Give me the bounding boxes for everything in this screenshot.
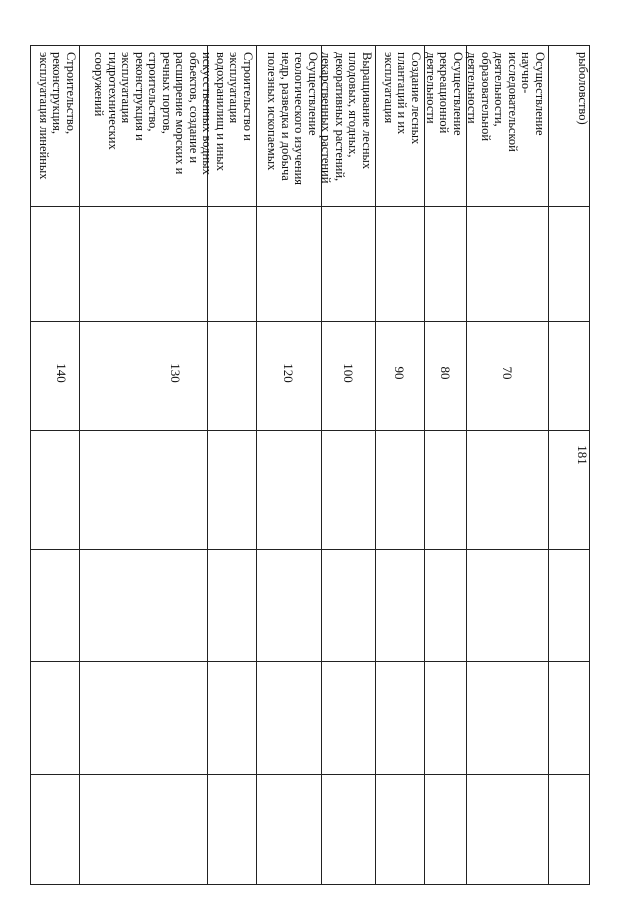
activity-name: Осуществление научно- исследовательской деятельности, образовательной деятельности bbox=[465, 52, 547, 152]
column-divider bbox=[31, 430, 589, 431]
activity-name: рыболовство) bbox=[576, 52, 590, 125]
rate-value: 130 bbox=[168, 363, 183, 383]
activity-name: Осуществление рекреационной деятельности bbox=[424, 52, 465, 136]
column-divider bbox=[31, 774, 589, 775]
column-divider bbox=[31, 321, 589, 322]
rate-value: 100 bbox=[341, 363, 356, 383]
rate-value: 140 bbox=[54, 363, 69, 383]
column-divider bbox=[31, 661, 589, 662]
column-divider bbox=[31, 549, 589, 550]
row-divider bbox=[79, 46, 80, 884]
rate-value: 80 bbox=[438, 366, 453, 380]
data-table bbox=[30, 45, 590, 885]
activity-name: Осуществление геологического изучения недр, разведка и добыча полезных ископаемых bbox=[265, 52, 320, 186]
activity-name: Создание лесных плантаций и их эксплуатация bbox=[382, 52, 423, 145]
activity-name: Выращивание лесных плодовых, ягодных, декоративных растений, лекарственных растений bbox=[319, 52, 374, 184]
rate-value: 120 bbox=[281, 363, 296, 383]
activity-name: Строительство и эксплуатация водохранилищ и иных искусственных водных объектов, создание и расширение морских и речных портов, строительство, реконструкция и эксплуатация гидротехнических сооружений bbox=[92, 52, 255, 175]
page-number: 181 bbox=[575, 445, 590, 465]
rate-value: 70 bbox=[500, 366, 515, 380]
column-divider bbox=[31, 206, 589, 207]
activity-name: Строительство, реконструкция, эксплуатация линейных bbox=[37, 52, 78, 180]
rate-value: 90 bbox=[392, 366, 407, 380]
